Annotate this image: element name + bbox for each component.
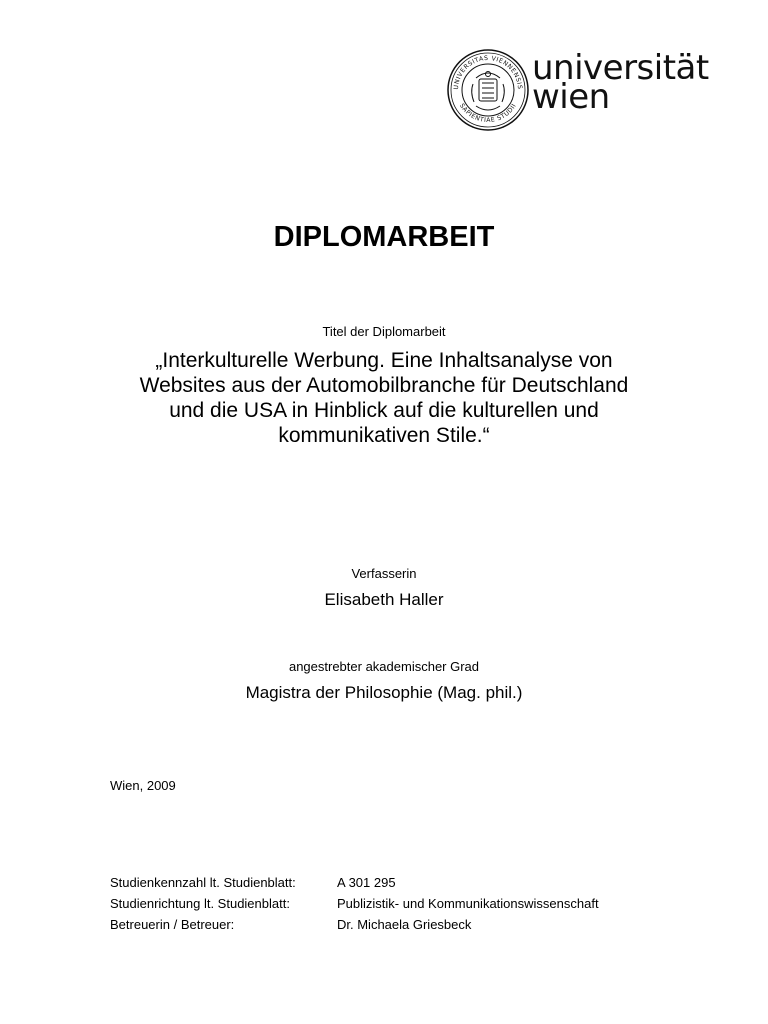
author-name: Elisabeth Haller [324, 590, 444, 609]
study-info-table [110, 875, 710, 938]
study-info-key: Betreuerin / Betreuer: [110, 917, 235, 932]
study-info-key: Studienrichtung lt. Studienblatt: [110, 896, 290, 911]
thesis-title-line: kommunikativen Stile.“ [278, 424, 490, 447]
thesis-title-line: und die USA in Hinblick auf die kulturellen und [169, 399, 599, 422]
place-date: Wien, 2009 [110, 778, 176, 793]
study-info-row [110, 896, 710, 917]
title-label: Titel der Diplomarbeit [322, 324, 446, 339]
degree-label: angestrebter akademischer Grad [288, 659, 480, 674]
university-seal-icon [446, 48, 530, 132]
study-info-value: Publizistik- und Kommunikationswissenschaft [337, 896, 599, 911]
thesis-title-line: Websites aus der Automobilbranche für Deutschland [139, 374, 629, 397]
wordmark-line-2: wien [532, 77, 610, 117]
study-info-row [110, 917, 710, 938]
thesis-title-line: „Interkulturelle Werbung. Eine Inhaltsanalyse von [155, 349, 613, 372]
study-info-row [110, 875, 710, 896]
document-type-heading: DIPLOMARBEIT [273, 221, 495, 253]
university-wordmark [532, 48, 709, 117]
author-label: Verfasserin [351, 566, 417, 581]
study-info-key: Studienkennzahl lt. Studienblatt: [110, 875, 296, 890]
study-info-value: Dr. Michaela Griesbeck [337, 917, 472, 932]
seal-text-bottom: SAPIENTIAE STUDII [457, 102, 519, 125]
university-logo [446, 48, 716, 132]
study-info-value: A 301 295 [337, 875, 396, 890]
degree-name: Magistra der Philosophie (Mag. phil.) [245, 683, 523, 702]
thesis-title [84, 348, 684, 448]
seal-text-top: UNIVERSITAS VIENNENSIS [452, 54, 524, 90]
wordmark-line-1: universität [532, 48, 709, 88]
svg-text:UNIVERSITAS VIENNENSIS [453, 55, 523, 90]
